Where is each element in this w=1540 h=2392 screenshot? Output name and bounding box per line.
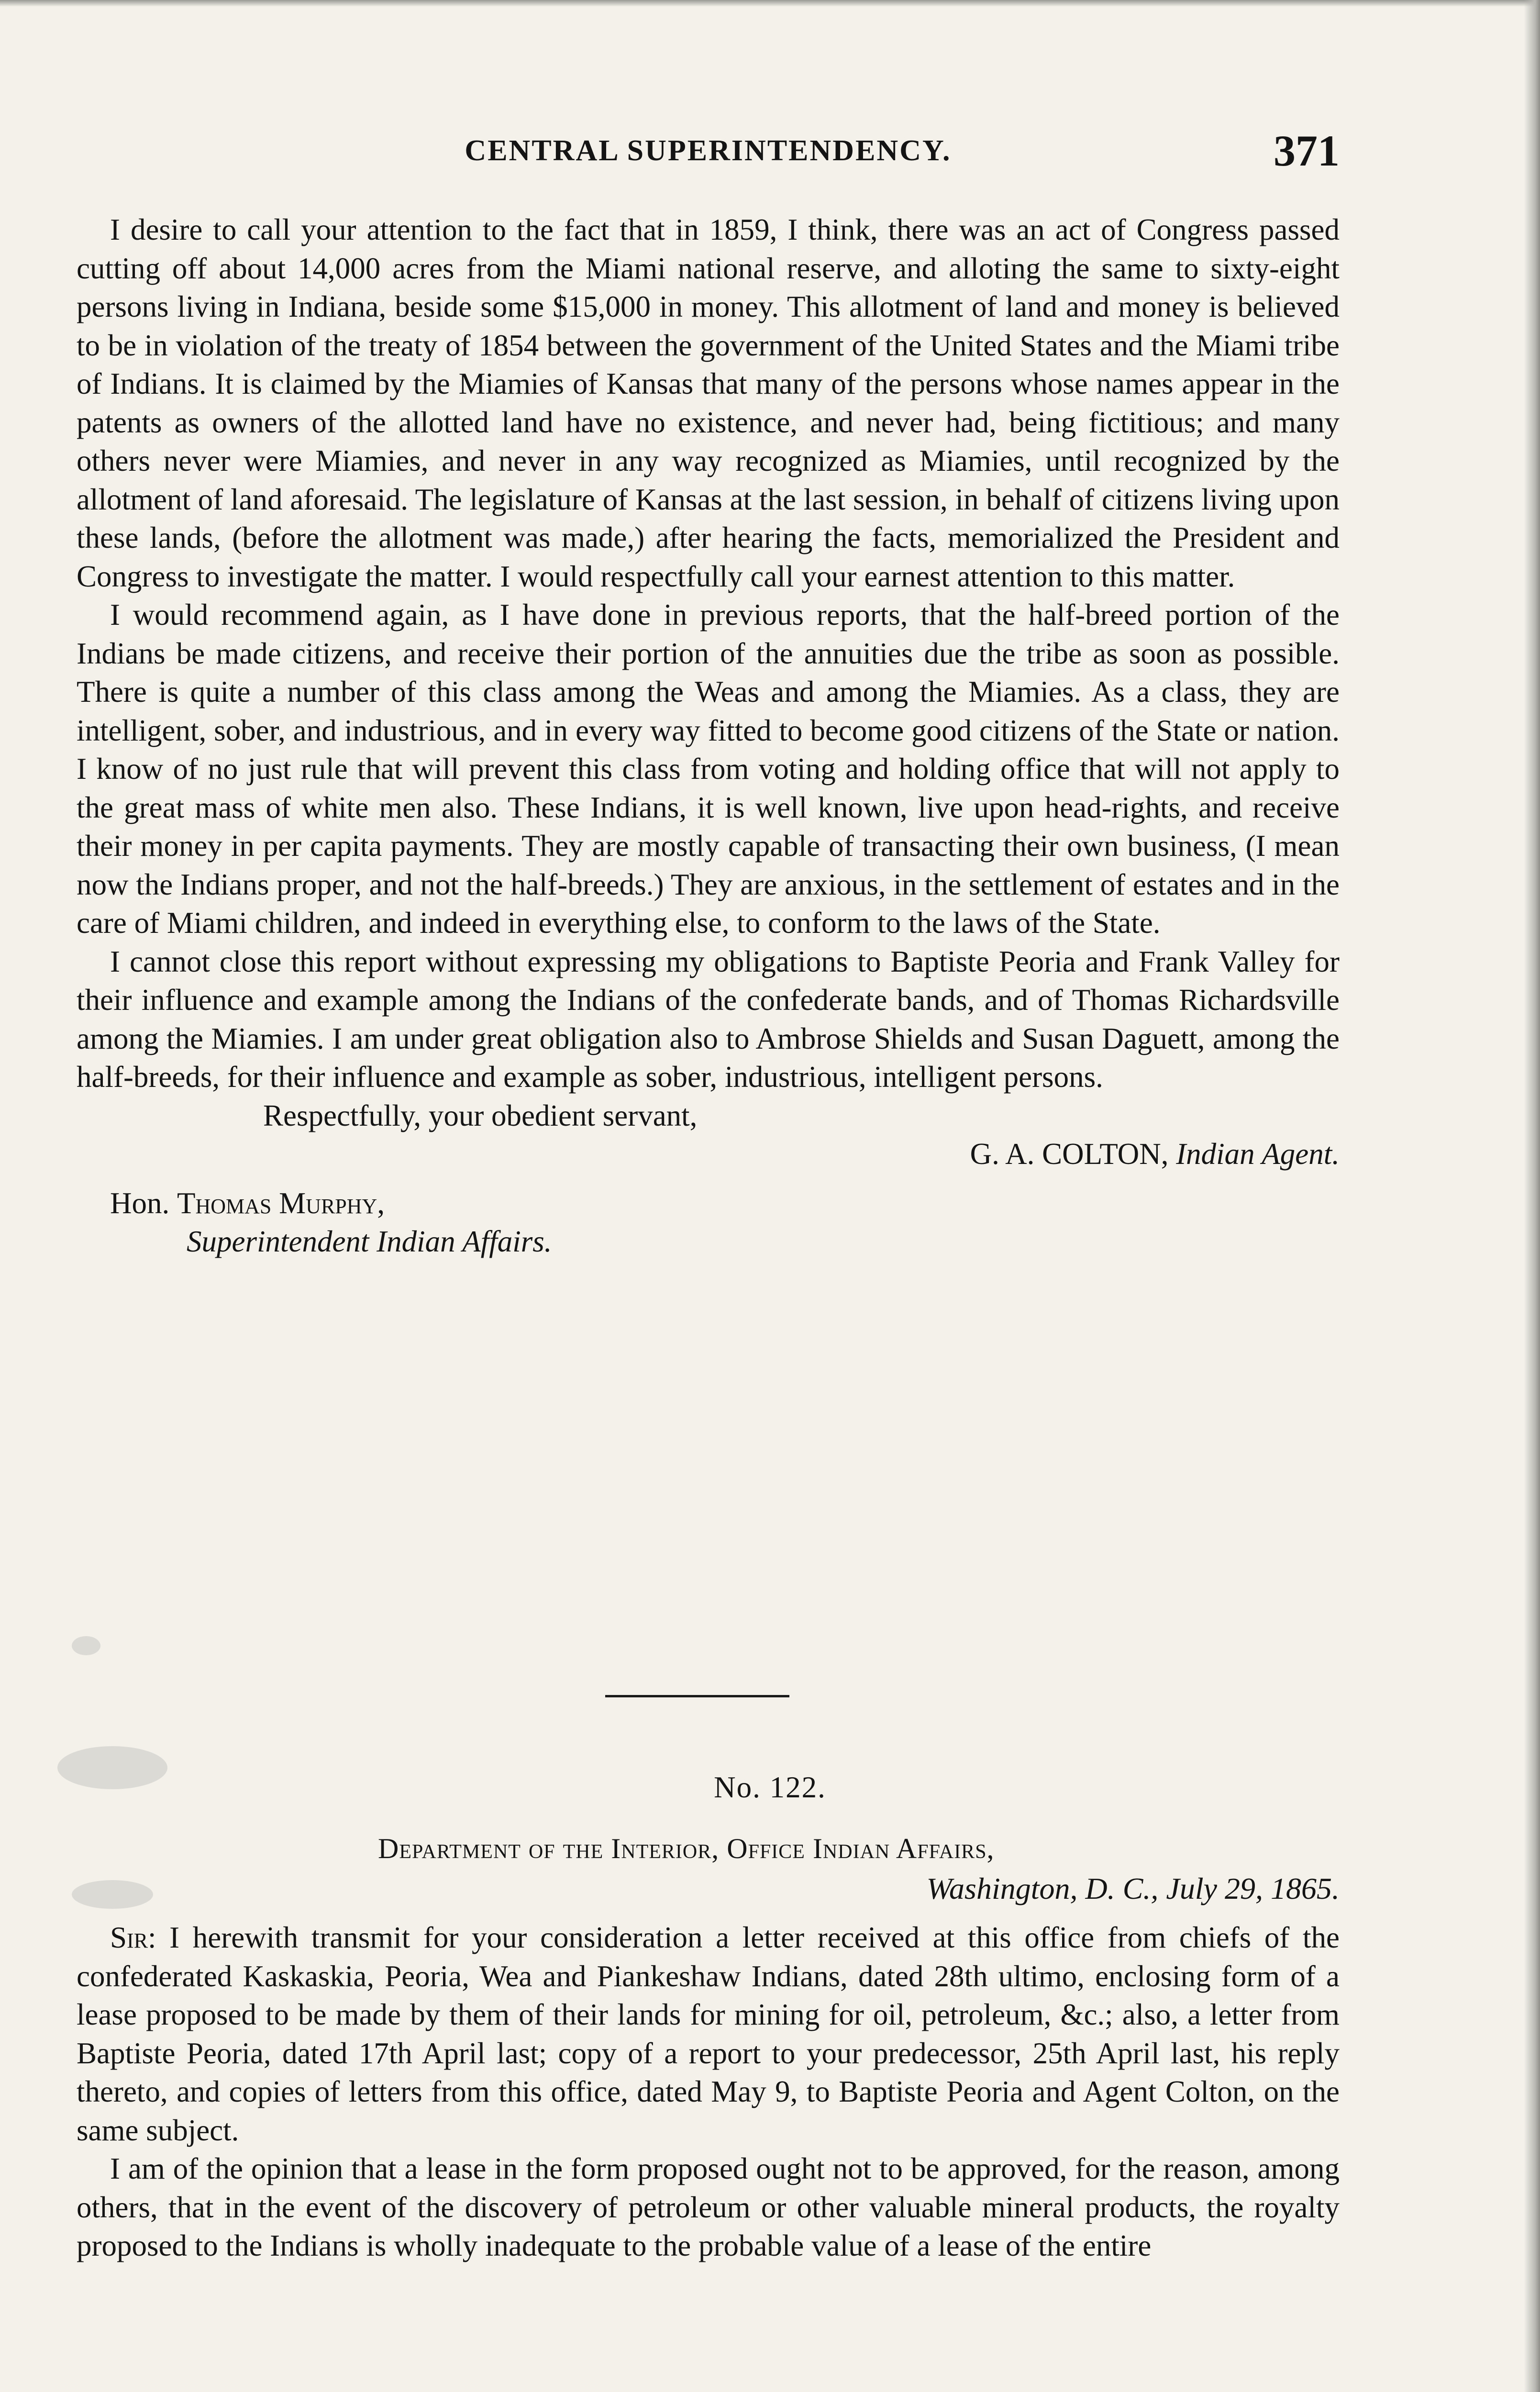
page-number: 371: [1274, 126, 1340, 175]
scan-smudge: [72, 1880, 153, 1909]
report-paragraph-1: I desire to call your attention to the fact that in 1859, I think, there was an act of Congress passed cutting off about 14,000 acres from the Miami national reserve, and alloting the same to sixty-eight persons living in Indiana, beside some $15,000 in money. This allotment of land and money is believed to be in violation of the treaty of 1854 between the government of the United States and the Miami tribe of Indians. It is claimed by the Miamies of Kansas that many of the persons whose names appear in the patents as owners of the allotted land have no existence, and never had, being fictitious; and many others never were Miamies, and never in any way recognized as Miamies, until recognized by the allotment of land aforesaid. The legislature of Kansas at the last session, in behalf of citizens living upon these lands, (before the allotment was made,) after hearing the facts, memorialized the President and Congress to investigate the matter. I would respectfully call your earnest attention to this matter.: [77, 213, 1340, 593]
report-paragraph-3: I cannot close this report without expressing my obligations to Baptiste Peoria and Frank Valley for their influence and example among the Indians of the confederate bands, and of Thomas Richardsville among the Miamies. I am under great obligation also to Ambrose Shields and Susan Daguett, among the half-breeds, for their influence and example as sober, industrious, intelligent persons.: [77, 944, 1340, 1094]
letter-heading: [77, 1828, 1340, 1909]
date: July 29, 1865.: [1166, 1872, 1340, 1905]
section-divider: [605, 1695, 789, 1697]
closing-text: Respectfully, your obedient servant,: [263, 1098, 698, 1132]
signature-title: Indian Agent.: [1176, 1137, 1340, 1171]
department-line: Department of the Interior, Office Indian Affairs,: [378, 1833, 995, 1864]
place: Washington, D. C.,: [926, 1872, 1159, 1905]
letter-body: [77, 1918, 1340, 2265]
page-header: [77, 125, 1340, 178]
letter-paragraph-1: [77, 1918, 1340, 2149]
running-head: CENTRAL SUPERINTENDENCY.: [465, 134, 952, 167]
letter-paragraph-1-text: I herewith transmit for your consideration a letter received at this office from chiefs of the confederated Kaskaskia, Peoria, Wea and Piankeshaw Indians, dated 28th ultimo, enclosing form of a lease proposed to be made by them of their lands for mining for oil, petroleum, &c.; also, a letter from Baptiste Peoria, dated 17th April last; copy of a report to your predecessor, 25th April last, his reply thereto, and copies of letters from this office, dated May 9, to Baptiste Peoria and Agent Colton, on the same subject.: [77, 1921, 1340, 2147]
salutation: Sir:: [110, 1921, 156, 1954]
scan-edge-top: [0, 0, 1540, 7]
addressee-prefix: Hon.: [110, 1186, 170, 1220]
report-body: [77, 210, 1340, 1261]
addressee-title: Superintendent Indian Affairs.: [187, 1225, 552, 1258]
scan-edge-right: [1524, 0, 1540, 2392]
scan-smudge: [72, 1636, 100, 1655]
signature-name: G. A. COLTON,: [970, 1137, 1169, 1171]
scan-smudge: [57, 1746, 167, 1789]
document-number: No. 122.: [714, 1771, 826, 1804]
dateline: [77, 1869, 1340, 1909]
addressee-name: Thomas Murphy,: [177, 1186, 385, 1220]
addressee: [77, 1184, 1340, 1223]
closing-block: [77, 1096, 1340, 1261]
letter-paragraph-2: I am of the opinion that a lease in the form proposed ought not to be approved, for the reason, among others, that in the event of the discovery of petroleum or other valuable mineral products, the royalty proposed to the Indians is wholly inadequate to the probable value of a lease of the entire: [77, 2152, 1340, 2262]
report-paragraph-2: I would recommend again, as I have done in previous reports, that the half-breed portion of the Indians be made citizens, and receive their portion of the annuities due the tribe as soon as possible. There is quite a number of this class among the Weas and among the Miamies. As a class, they are intelligent, sober, and industrious, and in every way fitted to become good citizens of the State or nation. I know of no just rule that will prevent this class from voting and holding office that will not apply to the great mass of white men also. These Indians, it is well known, live upon head-rights, and receive their money in per capita payments. They are mostly capable of transacting their own business, (I mean now the Indians proper, and not the half-breeds.) They are anxious, in the settlement of estates and in the care of Miami children, and indeed in everything else, to conform to the laws of the State.: [77, 598, 1340, 940]
signature: [77, 1135, 1340, 1174]
